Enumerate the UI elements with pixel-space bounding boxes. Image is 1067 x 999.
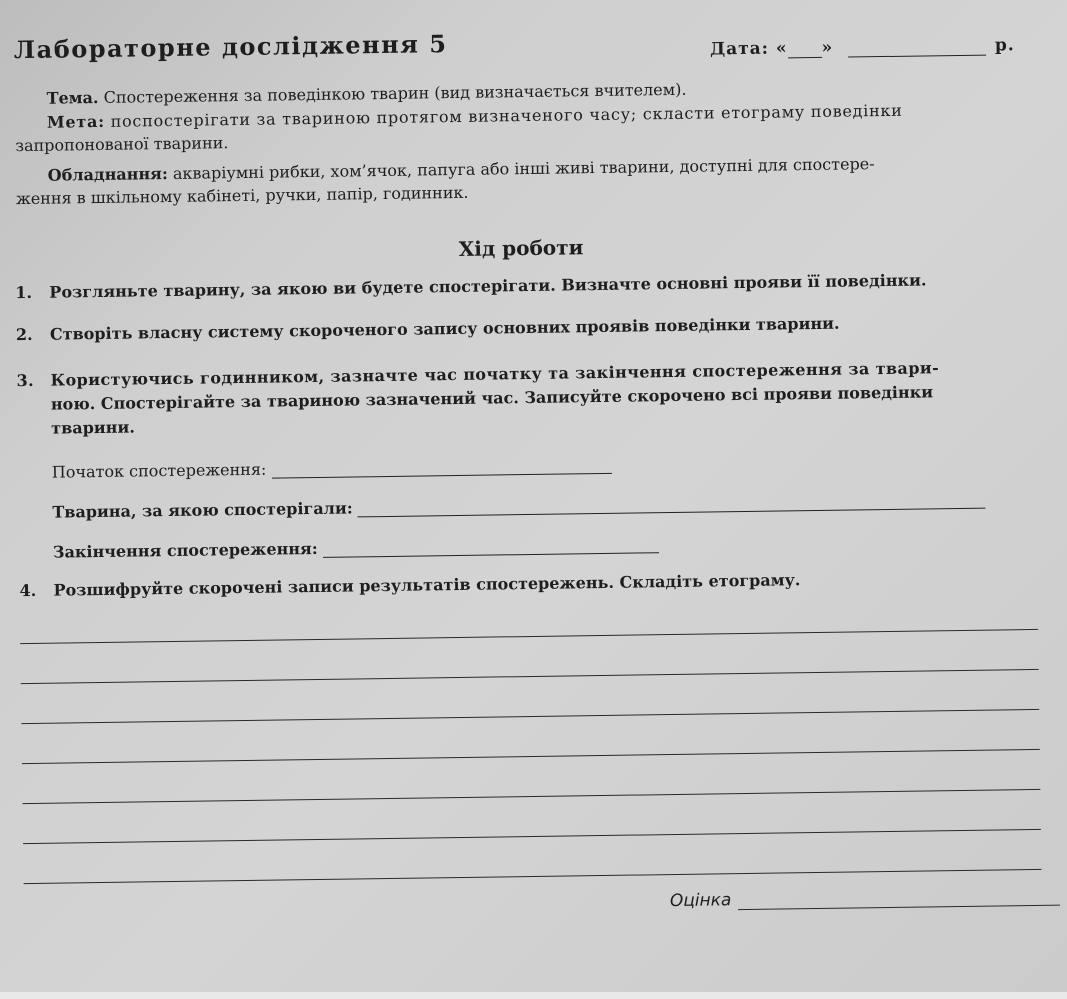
grade-blank[interactable] xyxy=(738,905,1060,910)
equipment-line-1 xyxy=(48,154,875,185)
step-3-line-2: ною. Спостерігайте за твариною зазначений час. Записуйте скорочено всі прояви поведінки xyxy=(50,382,934,414)
topic-line xyxy=(46,80,686,108)
answer-line[interactable] xyxy=(24,869,1042,884)
animal-blank[interactable] xyxy=(358,490,986,518)
step-number: 4. xyxy=(19,580,37,601)
goal-label: Мета: xyxy=(46,111,105,132)
answer-line[interactable] xyxy=(21,709,1039,724)
equipment-text-2: ження в шкільному кабінеті, ручки, папір, годинник. xyxy=(15,182,469,209)
step-text: Створіть власну систему скороченого запису основних проявів поведінки тварини. xyxy=(49,313,840,344)
step-4 xyxy=(19,570,800,600)
step-2 xyxy=(16,314,840,344)
goal-text-2: запропонованої тварини. xyxy=(15,133,229,156)
step-number: 1. xyxy=(15,282,33,303)
answer-line[interactable] xyxy=(23,829,1041,844)
date-year-suffix: р. xyxy=(994,35,1015,56)
topic-text: Спостереження за поведінкою тварин (вид визначається вчителем). xyxy=(103,79,687,107)
date-label: Дата: « xyxy=(709,38,788,60)
end-blank[interactable] xyxy=(323,534,659,558)
step-text: Розгляньте тварину, за якою ви будете спостерігати. Визначте основні прояви її поведінки. xyxy=(49,270,927,302)
date-month-blank[interactable] xyxy=(848,55,986,58)
answer-line[interactable] xyxy=(21,669,1039,684)
equipment-text-1: акваріумні рибки, хом’ячок, папуга або інші живі тварини, доступні для спостере- xyxy=(172,154,875,183)
animal-label: Тварина, за якою спостерігали: xyxy=(52,498,353,522)
procedure-heading: Хід роботи xyxy=(458,235,584,261)
answer-line[interactable] xyxy=(22,749,1040,764)
step-text: Розшифруйте скорочені записи результатів спостережень. Складіть етограму. xyxy=(53,570,801,600)
start-field xyxy=(52,455,612,482)
equipment-label: Обладнання: xyxy=(47,164,168,185)
step-number: 2. xyxy=(15,324,33,345)
step-number: 3. xyxy=(16,370,35,391)
animal-field xyxy=(52,490,986,522)
step-1 xyxy=(15,270,926,302)
start-blank[interactable] xyxy=(271,455,611,479)
date-day-blank[interactable] xyxy=(788,57,822,58)
end-label: Закінчення спостереження: xyxy=(52,538,318,562)
answer-line[interactable] xyxy=(22,789,1040,804)
start-label: Початок спостереження: xyxy=(51,459,267,482)
date-quote-close: » xyxy=(821,37,834,58)
goal-text-1: поспостерігати за твариною протягом визначеного часу; скласти етограму поведінки xyxy=(110,100,903,131)
step-text: Користуючись годинником, зазначте час початку та закінчення спостереження за твари- xyxy=(50,358,940,390)
topic-label: Тема. xyxy=(46,87,99,108)
grade-label: Оцінка xyxy=(669,890,732,912)
page-title: Лабораторне дослідження 5 xyxy=(13,29,448,65)
step-3-line-3: тварини. xyxy=(51,417,135,438)
date-field xyxy=(710,35,1015,59)
end-field xyxy=(53,534,659,561)
answer-line[interactable] xyxy=(20,629,1038,644)
